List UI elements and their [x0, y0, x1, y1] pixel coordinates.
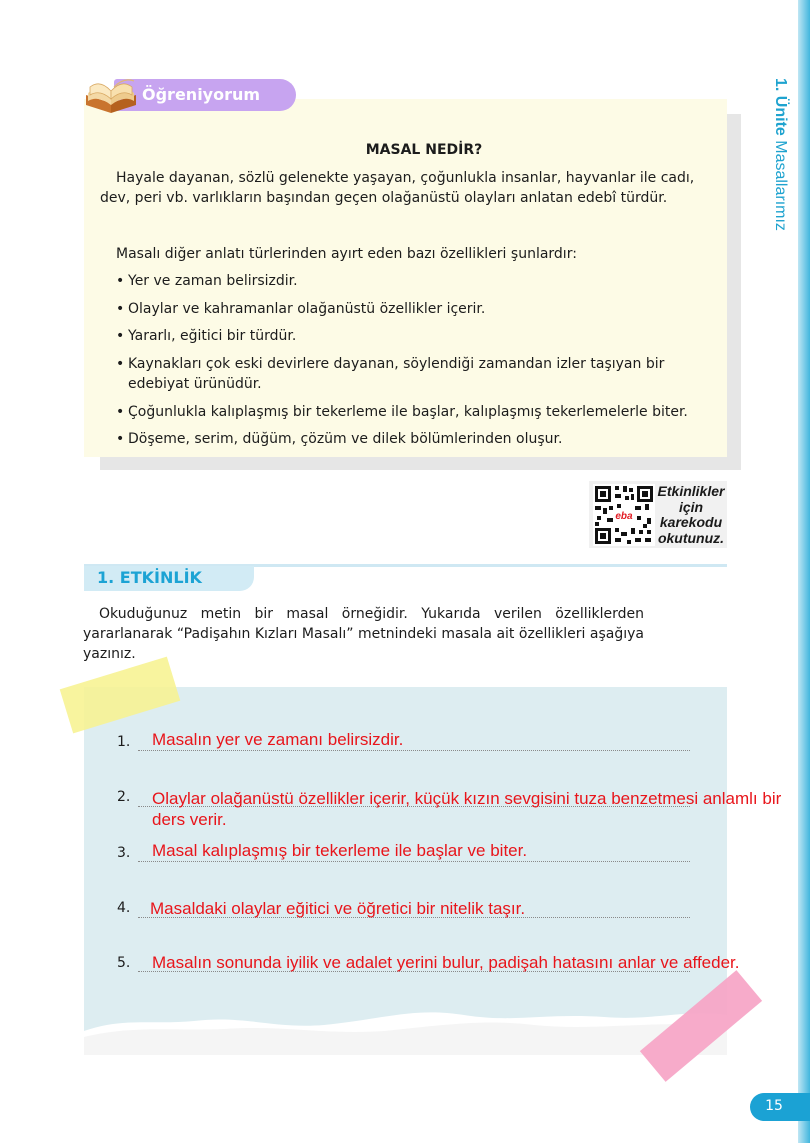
- svg-text:eba: eba: [615, 511, 633, 522]
- page-edge-strip: [798, 0, 810, 1143]
- learn-tab: [114, 79, 296, 111]
- learn-tab-label: Öğreniyorum: [142, 85, 261, 104]
- answer-text: Masaldaki olaylar eğitici ve öğretici bir nitelik taşır.: [150, 899, 526, 918]
- answer-text: Masal kalıplaşmış bir tekerleme ile başlar ve biter.: [152, 841, 528, 860]
- qr-code-icon[interactable]: [593, 484, 655, 546]
- feature-item: • Yararlı, eğitici bir türdür.: [116, 326, 716, 346]
- answer-line[interactable]: [138, 750, 690, 751]
- qr-panel: [589, 481, 727, 548]
- unit-name: Masallarımız: [772, 140, 789, 231]
- feature-item: • Döşeme, serim, düğüm, çözüm ve dilek bölümlerinden oluşur.: [116, 429, 716, 449]
- activity-tab: [84, 566, 254, 591]
- torn-paper-edge: [84, 995, 727, 1055]
- masal-definition: Hayale dayanan, sözlü gelenekte yaşayan, çoğunlukla insanlar, hayvanlar ile cadı, dev, peri vb. varlıkların başından geçen olağanüstü olayları anlatan edebî türdür.: [100, 170, 695, 206]
- activity-title: 1. ETKİNLİK: [97, 568, 202, 587]
- activity-instructions: Okuduğunuz metin bir masal örneğidir. Yukarıda verilen özelliklerden yararlanarak “Padişahın Kızları Masalı” metnindeki masala ait özellikleri aşağıya yazınız.: [83, 606, 644, 662]
- page-number-badge: [750, 1093, 810, 1121]
- answer-number: 4.: [117, 900, 131, 916]
- feature-item: • Kaynakları çok eski devirlere dayanan, söylendiği zamandan izler taşıyan bir edebiyat ürünüdür.: [116, 354, 716, 394]
- answer-number: 2.: [117, 789, 131, 805]
- open-book-icon: [84, 73, 138, 115]
- features-intro: Masalı diğer anlatı türlerinden ayırt eden bazı özellikleri şunlardır:: [116, 246, 577, 262]
- features-list: [116, 271, 716, 457]
- unit-label: [759, 78, 789, 248]
- answer-number: 3.: [117, 845, 131, 861]
- feature-item: • Çoğunlukla kalıplaşmış bir tekerleme ile başlar, kalıplaşmış tekerlemelerle biter.: [116, 402, 716, 422]
- page-number: 15: [765, 1098, 783, 1114]
- feature-item: • Yer ve zaman belirsizdir.: [116, 271, 716, 291]
- answer-text: Olaylar olağanüstü özellikler içerir, küçük kızın sevgisini tuza benzetmesi anlamlı bir ders verir.: [152, 789, 782, 829]
- qr-caption: Etkinlikler için karekodu okutunuz.: [657, 483, 725, 546]
- feature-item: • Olaylar ve kahramanlar olağanüstü özellikler içerir.: [116, 299, 716, 319]
- answer-line[interactable]: [138, 861, 690, 862]
- answer-text: Masalın sonunda iyilik ve adalet yerini bulur, padişah hatasını anlar ve affeder.: [152, 953, 740, 972]
- answer-number: 1.: [117, 734, 131, 750]
- answer-number: 5.: [117, 955, 131, 971]
- answer-text: Masalın yer ve zamanı belirsizdir.: [152, 730, 404, 749]
- unit-number: 1. Ünite: [772, 78, 789, 136]
- learn-title: MASAL NEDİR?: [365, 142, 483, 158]
